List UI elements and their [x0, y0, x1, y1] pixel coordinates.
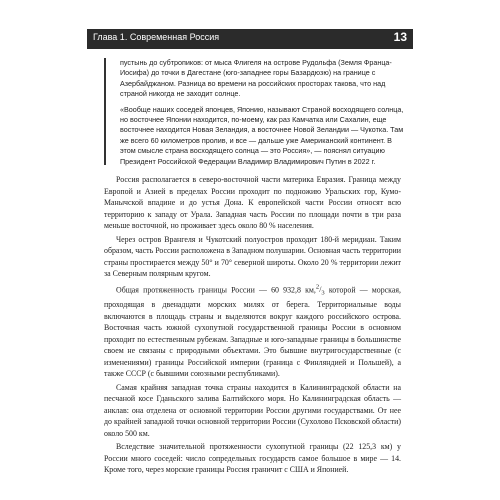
page-number: 13 [393, 30, 407, 44]
box-left-rule [104, 58, 106, 165]
paragraph-meridian: Через остров Врангеля и Чукотский полуостров проходит 180-й меридиан. Таким образом, часть России расположена в Западном полушарии. Основная часть территории страны простирается между 50° и 70° северной широты. Около 20 % территории лежит за Северным полярным кругом. [104, 234, 401, 278]
chapter-title: Глава 1. Современная Россия [93, 32, 220, 42]
fraction-numerator: 2 [315, 283, 320, 291]
sidebar-box [104, 58, 404, 165]
paragraph-kaliningrad: Самая крайняя западная точка страны находится в Калининградской области на песчаной косе Гданьского залива Балтийского моря. Но Калининградская область — анклав: она отделена от основной территории России другими государствами. От нее до крайней западной точки основной территории России (Сухолово Псковской области) около 500 км. [104, 382, 401, 438]
border-length-text-rest: которой — морская, проходящая в двенадцати морских милях от берега. Территориальные воды включаются в площадь страны и выделяются вокруг каждого российского острова. Восточная часть южной сухопутной государственной границы России в основном проходит по естественным рубежам. Западные и юго-западные границы в большинстве своем не связаны с природными объектами. Это бывшие внутригосударственные (с изменениями) границы Российской империи (граница с Финляндией и Польшей), а также СССР (с бывшими союзными республиками). [104, 285, 401, 379]
box-paragraph-1: пустынь до субтропиков: от мыса Флигеля на острове Рудольфа (Земля Франца-Иосифа) до точки в Дагестане (юго-западнее горы Базардюзю) на границе с Азербайджаном. Разница во времени на российских просторах такова, что над страной никогда не заходит солнце. [120, 58, 392, 99]
fraction-denominator: 3 [321, 289, 325, 297]
fraction-two-thirds: $^2/_3$ [315, 283, 325, 297]
main-text [104, 174, 401, 476]
chapter-header [87, 29, 413, 49]
box-text [120, 58, 406, 172]
paragraph-border-length [104, 282, 401, 380]
box-quote-paragraph: «Вообще наших соседей японцев, Японию, называют Страной восходящего солнца, но восточнее Японии находится, по-моему, как раз Камчатка или Сахалин, еще восточнее находится Новая Зеландия, а восточнее Новой Зеландии — Чукотка. Там же всего 60 километров пролив, и все — дальше уже Американский континент. В этом смысле страна восходящего солнца — это Россия», — пояснял ситуацию Президент Российской Федерации Владимир Владимирович Путин в 2022 г. [120, 104, 404, 166]
paragraph-location: Россия располагается в северо-восточной части материка Евразия. Граница между Европой и Азией в пределах России проходит по подножию Уральских гор, Кумо-Манычской впадине и до устья Дона. К европейской части России относят всю территорию к западу от Урала. Западная часть России по площади почти в три раза меньше восточной, но проживает здесь около 80 % населения. [104, 175, 401, 230]
border-length-text-start: Общая протяженность границы России — 60 932,8 км, [116, 285, 316, 295]
paragraph-neighbors: Вследствие значительной протяженности сухопутной границы (22 125,3 км) у России много соседей: число сопредельных государств самое большое в мире — 14. Кроме того, через морские границы Россия граничит с США и Японией. [104, 442, 401, 475]
